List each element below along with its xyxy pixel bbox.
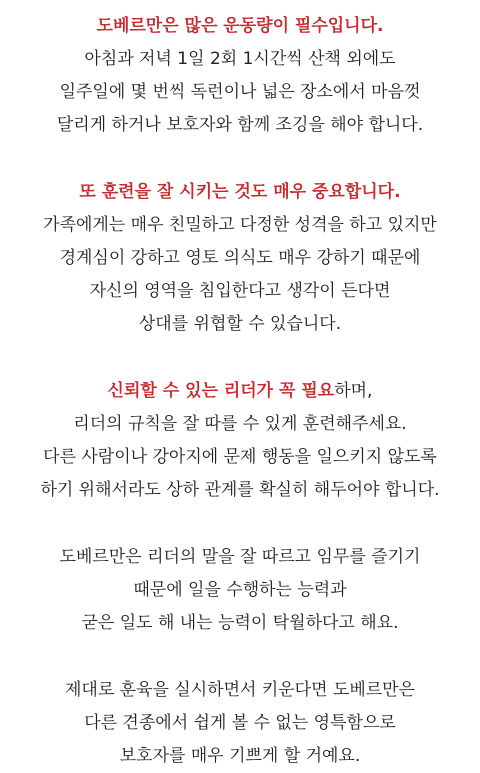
paragraph-line: 하기 위해서라도 상하 관계를 확실히 해두어야 합니다. — [40, 480, 440, 500]
paragraph-line: 도베르만은 리더의 말을 잘 따르고 임무를 즐기기 — [59, 547, 421, 567]
paragraph-line: 경계심이 강하고 영토 의식도 매우 강하기 때문에 — [59, 248, 421, 268]
paragraph-line: 일주일에 몇 번씩 독런이나 넓은 장소에서 마음껏 — [59, 82, 421, 102]
paragraph-training — [0, 176, 480, 341]
paragraph-line: 가족에게는 매우 친밀하고 다정한 성격을 하고 있지만 — [43, 215, 437, 235]
paragraph-line: 보호자를 매우 기쁘게 할 거예요. — [119, 746, 361, 766]
paragraph-leader — [0, 375, 480, 507]
paragraph-line: 리더의 규칙을 잘 따를 수 있게 훈련해주세요. — [73, 414, 407, 434]
paragraph-heading: 신뢰할 수 있는 리더가 꼭 필요 — [107, 381, 335, 401]
paragraph-line: 아침과 저녁 1일 2회 1시간씩 산책 외에도 — [84, 49, 396, 69]
paragraph-heading-tail: 하며, — [334, 381, 373, 401]
paragraph-heading-line — [0, 375, 480, 408]
paragraph-line: 달리게 하거나 보호자와 함께 조깅을 해야 합니다. — [56, 115, 424, 135]
paragraph-line: 다른 사람이나 강아지에 문제 행동을 일으키지 않도록 — [43, 447, 437, 467]
paragraph-line: 자신의 영역을 침입한다고 생각이 든다면 — [89, 281, 391, 301]
paragraph-line: 상대를 위협할 수 있습니다. — [138, 314, 342, 334]
paragraph-heading: 또 훈련을 잘 시키는 것도 매우 중요합니다. — [79, 182, 401, 202]
paragraph-line: 굳은 일도 해 내는 능력이 탁월하다고 해요. — [81, 613, 399, 633]
paragraph-line: 때문에 일을 수행하는 능력과 — [133, 580, 347, 600]
paragraph-line: 다른 견종에서 쉽게 볼 수 없는 영특함으로 — [84, 713, 396, 733]
paragraph-conclusion — [0, 674, 480, 773]
paragraph-heading: 도베르만은 많은 운동량이 필수입니다. — [96, 16, 384, 36]
paragraph-exercise — [0, 10, 480, 142]
paragraph-ability — [0, 541, 480, 640]
paragraph-line: 제대로 훈육을 실시하면서 키운다면 도베르만은 — [64, 680, 416, 700]
